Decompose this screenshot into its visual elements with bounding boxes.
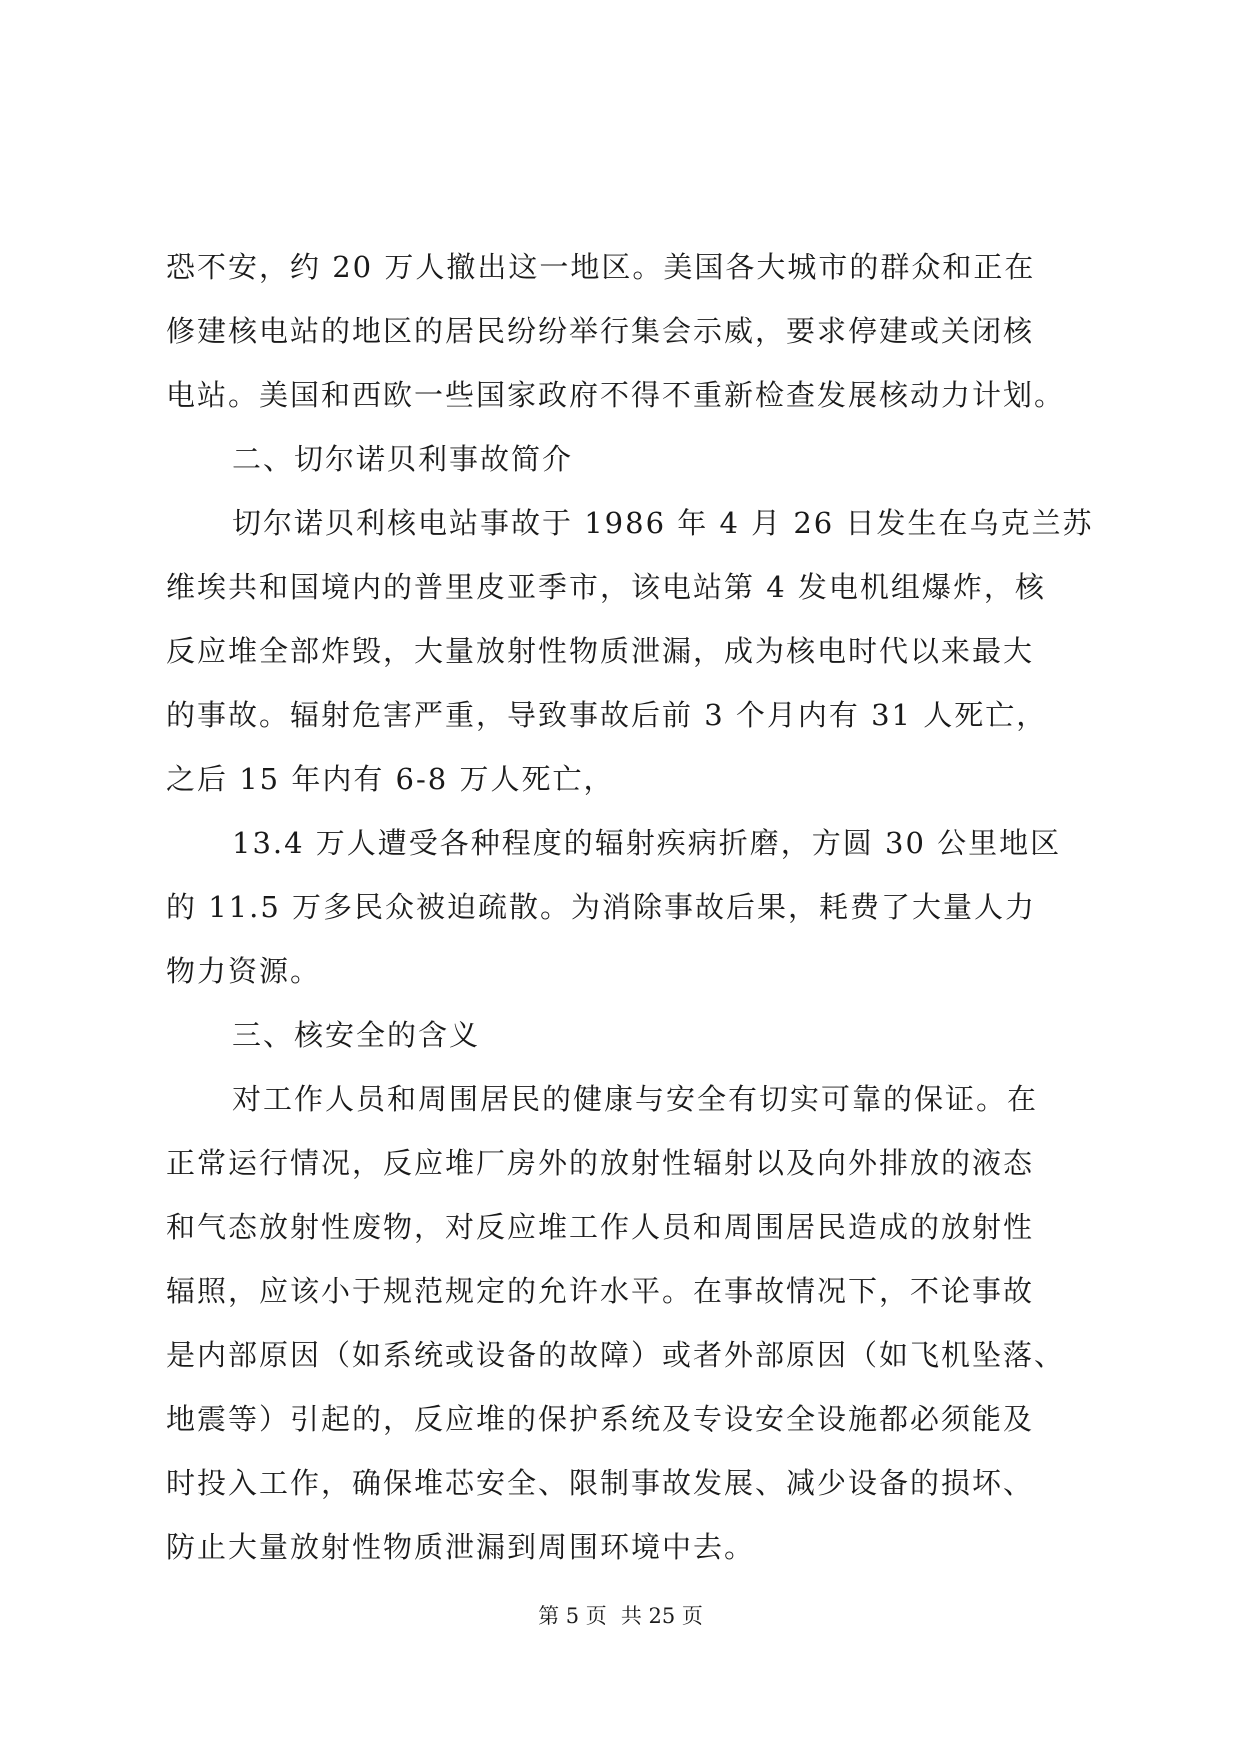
text-line: 切尔诺贝利核电站事故于 1986 年 4 月 26 日发生在乌克兰苏 bbox=[232, 506, 1094, 540]
text-line: 地震等）引起的，反应堆的保护系统及专设安全设施都必须能及 bbox=[166, 1402, 1035, 1436]
text-line: 时投入工作，确保堆芯安全、限制事故发展、减少设备的损坏、 bbox=[166, 1466, 1035, 1500]
text-line: 维埃共和国境内的普里皮亚季市，该电站第 4 发电机组爆炸，核 bbox=[166, 570, 1046, 604]
text-line: 物力资源。 bbox=[166, 954, 322, 988]
text-line: 是内部原因（如系统或设备的故障）或者外部原因（如飞机坠落、 bbox=[166, 1338, 1066, 1372]
document-body bbox=[166, 235, 1094, 1579]
text-line: 反应堆全部炸毁，大量放射性物质泄漏，成为核电时代以来最大 bbox=[166, 634, 1035, 668]
text-line: 之后 15 年内有 6-8 万人死亡， bbox=[166, 762, 615, 796]
text-line: 对工作人员和周围居民的健康与安全有切实可靠的保证。在 bbox=[232, 1082, 1039, 1116]
section-heading: 二、切尔诺贝利事故简介 bbox=[232, 442, 574, 476]
text-line: 的 11.5 万多民众被迫疏散。为消除事故后果，耗费了大量人力 bbox=[166, 890, 1037, 924]
text-line: 电站。美国和西欧一些国家政府不得不重新检查发展核动力计划。 bbox=[166, 378, 1066, 412]
text-line: 的事故。辐射危害严重，导致事故后前 3 个月内有 31 人死亡， bbox=[166, 698, 1048, 732]
text-line: 正常运行情况，反应堆厂房外的放射性辐射以及向外排放的液态 bbox=[166, 1146, 1035, 1180]
page-footer bbox=[0, 1602, 1241, 1630]
text-line: 辐照，应该小于规范规定的允许水平。在事故情况下，不论事故 bbox=[166, 1274, 1035, 1308]
text-line: 防止大量放射性物质泄漏到周围环境中去。 bbox=[166, 1530, 756, 1564]
page-number: 第 5 页 bbox=[538, 1604, 607, 1628]
text-line: 13.4 万人遭受各种程度的辐射疾病折磨，方圆 30 公里地区 bbox=[232, 826, 1062, 860]
page-total: 共 25 页 bbox=[620, 1604, 703, 1628]
section-heading: 三、核安全的含义 bbox=[232, 1018, 481, 1052]
text-line: 恐不安，约 20 万人撤出这一地区。美国各大城市的群众和正在 bbox=[166, 250, 1036, 284]
text-line: 修建核电站的地区的居民纷纷举行集会示威，要求停建或关闭核 bbox=[166, 314, 1035, 348]
text-line: 和气态放射性废物，对反应堆工作人员和周围居民造成的放射性 bbox=[166, 1210, 1035, 1244]
